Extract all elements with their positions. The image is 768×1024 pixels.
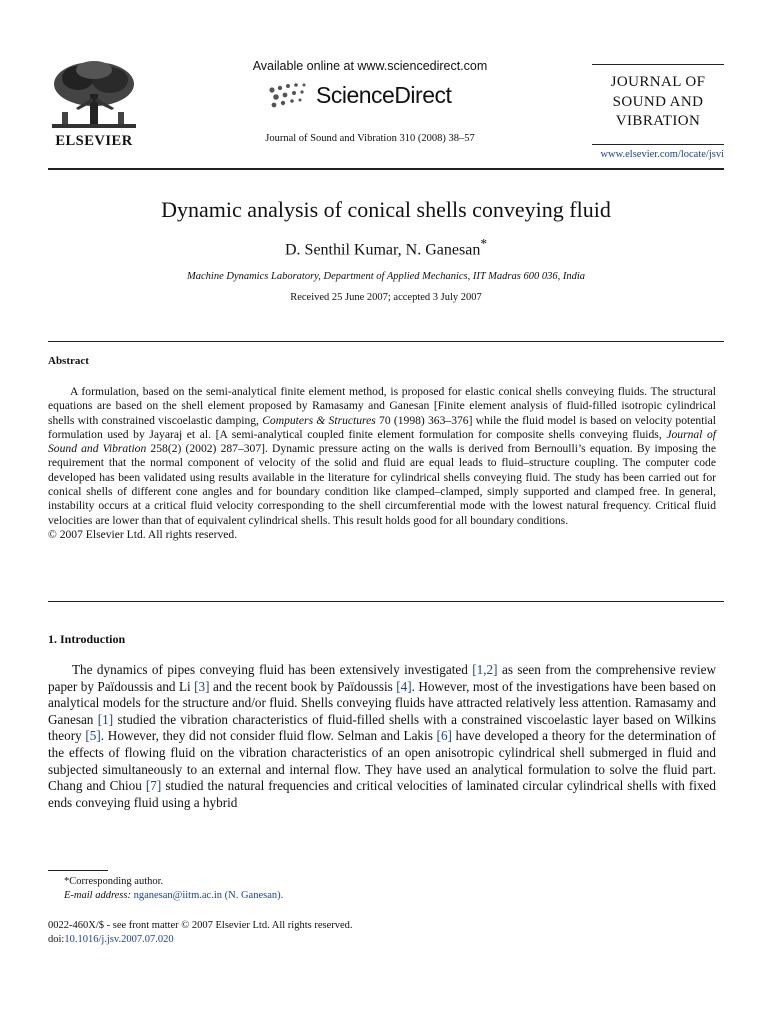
citation-link[interactable]: [1] <box>97 711 114 727</box>
citation-link[interactable]: [6] <box>436 728 452 744</box>
section-heading-introduction: 1. Introduction <box>48 632 126 646</box>
received-dates: Received 25 June 2007; accepted 3 July 2007 <box>290 292 482 303</box>
copyright-line: © 2007 Elsevier Ltd. All rights reserved. <box>48 527 238 541</box>
doi-line <box>48 934 174 945</box>
abstract-text: 70 (1998) 363–376] while the fluid model is based on velocity potential formulation used by Jayaraj et al. [A semi-analytical coupled finite element formulation for composite shells conveying fluids, <box>48 413 716 441</box>
author-affiliation: Machine Dynamics Laboratory, Department of Applied Mechanics, IIT Madras 600 036, India <box>187 271 585 282</box>
citation-link[interactable]: [3] <box>194 678 210 694</box>
email-label: E-mail address: <box>64 890 131 901</box>
intro-text: . However, they did not consider fluid flow. Selman and Lakis <box>100 728 437 744</box>
intro-text: as seen from the comprehensive review paper by Païdoussis and Li <box>48 662 716 694</box>
abstract-journal-ref: Journal of Sound and Vibration <box>48 427 717 456</box>
journal-url-link[interactable]: www.elsevier.com/locate/jsvi <box>600 149 724 160</box>
article-title: Dynamic analysis of conical shells conveying fluid <box>161 197 611 222</box>
article-authors <box>48 236 724 259</box>
abstract-text: 258(2) (2002) 287–307]. Dynamic pressure acting on the walls is derived from Bernoulli’s equation. By imposing the requirement that the normal component of velocity of the solid and fluid are equal leads to fluid–structure coupling. The computer code developed has been validated using results available in the literature for cylindrical shells conveying fluid. The study has been carried out for conical shells of different cone angles and for boundary condition like clamped–clamped, simply supported and clamped free. In general, instability occurs at a critical fluid velocity corresponding to the shell circumferential mode with the lowest natural frequency. Critical fluid velocities are lower than that of equivalent cylindrical shells. This result holds good for all boundary conditions. <box>48 442 716 527</box>
intro-text: . However, most of the investigations have been based on analytical models for the structure and/or fluid. Shells conveying fluids have attracted relatively less attention. Ramasamy and Ganesan <box>48 678 716 727</box>
issn-line: 0022-460X/$ - see front matter © 2007 Elsevier Ltd. All rights reserved. <box>48 920 353 931</box>
doi-link[interactable]: 10.1016/j.jsv.2007.07.020 <box>64 934 174 945</box>
abstract-top-rule <box>48 341 724 342</box>
abstract-journal-ref: Computers & Structures <box>262 413 376 427</box>
journal-name <box>592 73 724 132</box>
publisher-name: ELSEVIER <box>55 133 133 149</box>
abstract-heading: Abstract <box>48 355 89 367</box>
citation-link[interactable]: [5] <box>85 728 101 744</box>
citation-link[interactable]: [7] <box>145 778 162 794</box>
abstract-bottom-rule <box>48 601 724 602</box>
journal-name-line: VIBRATION <box>615 113 701 129</box>
citation-link[interactable]: [1,2] <box>472 662 498 677</box>
intro-text: The dynamics of pipes conveying fluid has been extensively investigated <box>72 662 473 677</box>
intro-text: and the recent book by Païdoussis <box>209 678 397 694</box>
introduction-paragraph <box>48 662 716 811</box>
corresponding-author-footnote: *Corresponding author. <box>64 876 164 887</box>
available-online-text[interactable]: Available online at www.sciencedirect.com <box>252 59 488 73</box>
abstract-body <box>48 385 716 542</box>
intro-text: studied the vibration characteristics of fluid-filled shells with a constrained viscoelastic layer based on Wilkins theory <box>48 711 716 744</box>
intro-text: have developed a theory for the determination of the effects of flowing fluid on the vibration characteristics of an open anisotropic cylindrical shell submerged in fluid and subjected simultaneously to an external and internal flow. They have used an analytical formulation to solve the fluid part. Chang and Chiou <box>48 728 716 794</box>
intro-text: studied the natural frequencies and critical velocities of laminated circular cylindrical shells with fixed ends conveying fluid using a hybrid <box>48 778 716 810</box>
journal-name-line: SOUND AND <box>612 93 704 110</box>
abstract-text: A formulation, based on the semi-analytical finite element method, is proposed for elastic conical shells conveying fluids. The structural equations are based on the shell element proposed by Ramasamy and Ganesan [Finite element analysis of fluid-filled isotropic cylindrical shells with constrained viscoelastic damping, <box>48 385 716 427</box>
corresponding-author-mark[interactable]: * <box>480 236 487 251</box>
journal-name-line: JOURNAL OF <box>610 74 706 90</box>
journal-citation: Journal of Sound and Vibration 310 (2008) 38–57 <box>265 133 475 144</box>
author-names: D. Senthil Kumar, N. Ganesan <box>285 241 481 259</box>
citation-link[interactable]: [4] <box>396 678 412 694</box>
email-link[interactable]: nganesan@iitm.ac.in (N. Ganesan). <box>133 890 284 901</box>
doi-label: doi: <box>48 934 65 945</box>
header-rule <box>48 168 724 170</box>
email-footnote <box>64 890 283 901</box>
sciencedirect-logo-text: ScienceDirect <box>316 82 452 108</box>
footnote-rule <box>48 870 108 871</box>
